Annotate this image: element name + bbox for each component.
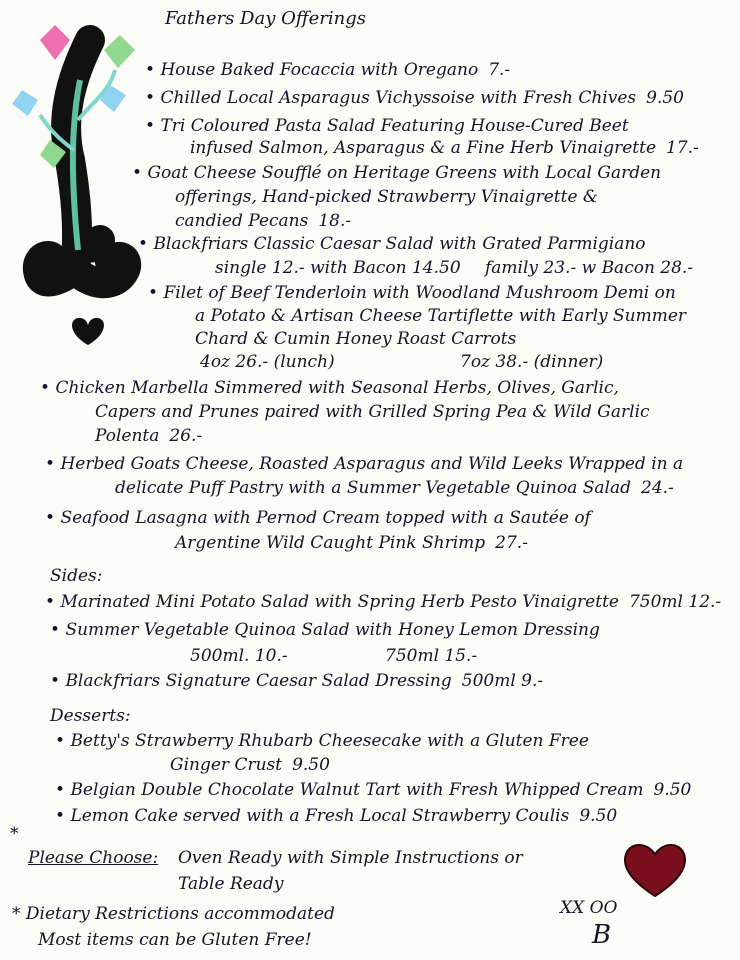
list-item: • Herbed Goats Cheese, Roasted Asparagus and Wild Leeks Wrapped in a <box>45 454 684 474</box>
list-item: • Goat Cheese Soufflé on Heritage Greens with Local Garden <box>132 163 662 183</box>
leaf-blue-icon <box>12 90 38 116</box>
list-item-cont: Polenta 26.- <box>95 426 203 446</box>
list-item: • House Baked Focaccia with Oregano 7.- <box>145 60 511 80</box>
list-item-cont: Argentine Wild Caught Pink Shrimp 27.- <box>175 533 528 553</box>
list-item: • Blackfriars Classic Caesar Salad with Grated Parmigiano <box>138 234 646 254</box>
leaf-green-icon <box>104 35 135 68</box>
hugs-kisses: XX OO <box>560 898 618 918</box>
list-item-option: 7oz 38.- (dinner) <box>460 352 604 372</box>
list-item: • Summer Vegetable Quinoa Salad with Honey Lemon Dressing <box>50 620 600 640</box>
list-item-cont: Capers and Prunes paired with Grilled Spring Pea & Wild Garlic <box>95 402 650 422</box>
tree-illustration <box>0 0 160 380</box>
signature: B <box>592 920 612 950</box>
dietary-note: * Dietary Restrictions accommodated <box>12 904 335 924</box>
list-item-cont: infused Salmon, Asparagus & a Fine Herb Vinaigrette 17.- <box>190 138 699 158</box>
dietary-note: Most items can be Gluten Free! <box>38 930 312 950</box>
list-item: • Filet of Beef Tenderloin with Woodland Mushroom Demi on <box>148 283 676 303</box>
list-item: • Betty's Strawberry Rhubarb Cheesecake with a Gluten Free <box>55 731 589 751</box>
please-choose-text: Oven Ready with Simple Instructions or <box>178 848 523 868</box>
list-item-cont: a Potato & Artisan Cheese Tartiflette with Early Summer <box>195 306 687 326</box>
list-item: • Chilled Local Asparagus Vichyssoise with Fresh Chives 9.50 <box>145 88 684 108</box>
leaf-pink-icon <box>40 25 70 60</box>
heart-small-icon <box>72 318 104 345</box>
list-item-cont: offerings, Hand-picked Strawberry Vinaigrette & <box>175 187 599 207</box>
sides-heading: Sides: <box>50 566 103 586</box>
desserts-heading: Desserts: <box>50 706 131 726</box>
list-item: • Marinated Mini Potato Salad with Spring Herb Pesto Vinaigrette 750ml 12.- <box>45 592 722 612</box>
list-item: • Seafood Lasagna with Pernod Cream topped with a Sautée of <box>45 508 591 528</box>
please-choose-text: Table Ready <box>178 874 284 894</box>
list-item-option: 4oz 26.- (lunch) <box>200 352 335 372</box>
list-item: • Chicken Marbella Simmered with Seasonal Herbs, Olives, Garlic, <box>40 378 619 398</box>
list-item-cont: Chard & Cumin Honey Roast Carrots <box>195 329 517 349</box>
list-item-option: family 23.- w Bacon 28.- <box>485 258 694 278</box>
list-item-cont: Ginger Crust 9.50 <box>170 755 330 775</box>
list-item-option: single 12.- with Bacon 14.50 <box>215 258 461 278</box>
heart-red-icon <box>620 838 690 902</box>
list-item-option: 500ml. 10.- <box>190 646 288 666</box>
please-choose-label: Please Choose: <box>28 848 159 868</box>
list-item-cont: candied Pecans 18.- <box>175 211 352 231</box>
list-item: • Belgian Double Chocolate Walnut Tart with Fresh Whipped Cream 9.50 <box>55 780 692 800</box>
list-item: • Tri Coloured Pasta Salad Featuring House-Cured Beet <box>145 116 629 136</box>
list-item: • Lemon Cake served with a Fresh Local Strawberry Coulis 9.50 <box>55 806 618 826</box>
list-item-cont: delicate Puff Pastry with a Summer Vegetable Quinoa Salad 24.- <box>115 478 674 498</box>
list-item: • Blackfriars Signature Caesar Salad Dressing 500ml 9.- <box>50 671 544 691</box>
list-item-option: 750ml 15.- <box>385 646 478 666</box>
asterisk: * <box>10 824 19 844</box>
menu-title: Fathers Day Offerings <box>165 8 366 29</box>
